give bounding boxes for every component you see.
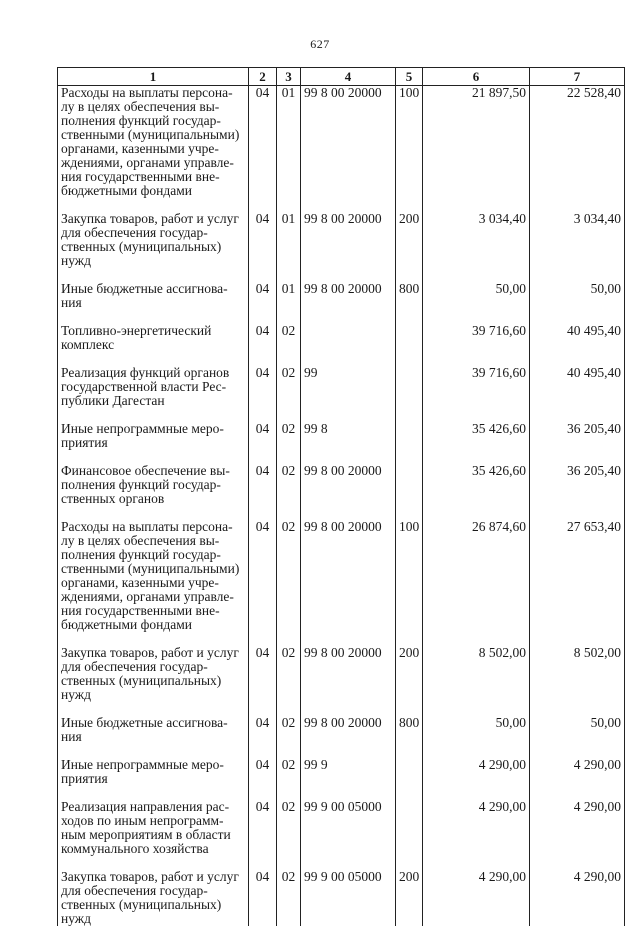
table-row: [58, 800, 625, 856]
cell-section: 04: [249, 212, 277, 268]
cell-amount-year-1: 3 034,40: [423, 212, 530, 268]
cell-subsection: 02: [277, 464, 301, 506]
cell-expense-type: [396, 422, 423, 450]
cell-expense-type: 200: [396, 212, 423, 268]
cell-section: 04: [249, 86, 277, 199]
cell-amount-year-2: 27 653,40: [530, 520, 625, 632]
cell-section: 04: [249, 758, 277, 786]
cell-target-article: 99: [301, 366, 396, 408]
cell-target-article: [301, 324, 396, 352]
cell-amount-year-2: 4 290,00: [530, 800, 625, 856]
cell-amount-year-2: 50,00: [530, 716, 625, 744]
cell-subsection: 02: [277, 366, 301, 408]
row-name: Иные бюджетные ассигнова- ния: [61, 282, 245, 310]
cell-amount-year-2: 22 528,40: [530, 86, 625, 199]
column-header-3: 3: [277, 68, 301, 86]
column-header-7: 7: [530, 68, 625, 86]
cell-expense-type: 200: [396, 870, 423, 926]
column-header-5: 5: [396, 68, 423, 86]
cell-target-article: 99 9: [301, 758, 396, 786]
cell-amount-year-1: 4 290,00: [423, 758, 530, 786]
cell-subsection: 01: [277, 282, 301, 310]
cell-subsection: 02: [277, 870, 301, 926]
cell-expense-type: [396, 324, 423, 352]
cell-expense-type: 800: [396, 282, 423, 310]
cell-target-article: 99 9 00 05000: [301, 870, 396, 926]
row-name: Иные бюджетные ассигнова- ния: [61, 716, 245, 744]
cell-amount-year-1: 21 897,50: [423, 86, 530, 199]
cell-amount-year-1: 50,00: [423, 716, 530, 744]
column-header-1: 1: [58, 68, 249, 86]
cell-expense-type: [396, 366, 423, 408]
cell-subsection: 02: [277, 646, 301, 702]
table-header: [58, 68, 625, 86]
cell-target-article: 99 8: [301, 422, 396, 450]
cell-amount-year-1: 35 426,60: [423, 464, 530, 506]
cell-amount-year-1: 39 716,60: [423, 366, 530, 408]
column-header-2: 2: [249, 68, 277, 86]
row-name: Финансовое обеспечение вы- полнения функций государ- ственных органов: [61, 464, 245, 506]
cell-section: 04: [249, 464, 277, 506]
row-name: Закупка товаров, работ и услуг для обеспечения государ- ственных (муниципальных) нужд: [61, 212, 245, 268]
cell-amount-year-1: 50,00: [423, 282, 530, 310]
column-header-6: 6: [423, 68, 530, 86]
table-row: [58, 646, 625, 702]
cell-amount-year-2: 40 495,40: [530, 324, 625, 352]
row-name: Реализация функций органов государственной власти Рес- публики Дагестан: [61, 366, 245, 408]
cell-target-article: 99 9 00 05000: [301, 800, 396, 856]
cell-section: 04: [249, 422, 277, 450]
cell-subsection: 01: [277, 212, 301, 268]
table-row: [58, 366, 625, 408]
cell-subsection: 02: [277, 758, 301, 786]
cell-subsection: 02: [277, 800, 301, 856]
cell-target-article: 99 8 00 20000: [301, 646, 396, 702]
table-row: [58, 86, 625, 199]
cell-subsection: 02: [277, 520, 301, 632]
row-name: Расходы на выплаты персона- лу в целях обеспечения вы- полнения функций государ- ственными (муниципальными) органами, казенными учре- ждениями, органами управле- ния государственными вне- бюджетными фондами: [61, 520, 245, 632]
table-body: [58, 86, 625, 926]
cell-expense-type: 100: [396, 520, 423, 632]
cell-section: 04: [249, 366, 277, 408]
row-name: Закупка товаров, работ и услуг для обеспечения государ- ственных (муниципальных) нужд: [61, 646, 245, 702]
cell-expense-type: [396, 758, 423, 786]
cell-target-article: 99 8 00 20000: [301, 716, 396, 744]
cell-amount-year-2: 4 290,00: [530, 870, 625, 926]
cell-subsection: 02: [277, 716, 301, 744]
cell-expense-type: 200: [396, 646, 423, 702]
table-row: [58, 716, 625, 744]
cell-target-article: 99 8 00 20000: [301, 212, 396, 268]
row-name: Закупка товаров, работ и услуг для обеспечения государ- ственных (муниципальных) нужд: [61, 870, 245, 926]
cell-expense-type: 100: [396, 86, 423, 199]
table-row: [58, 324, 625, 352]
cell-amount-year-2: 36 205,40: [530, 464, 625, 506]
cell-amount-year-1: 35 426,60: [423, 422, 530, 450]
cell-section: 04: [249, 520, 277, 632]
cell-subsection: 02: [277, 422, 301, 450]
cell-expense-type: [396, 464, 423, 506]
table-row: [58, 758, 625, 786]
table-row: [58, 870, 625, 926]
cell-section: 04: [249, 800, 277, 856]
table-row: [58, 520, 625, 632]
cell-subsection: 02: [277, 324, 301, 352]
cell-target-article: 99 8 00 20000: [301, 86, 396, 199]
cell-target-article: 99 8 00 20000: [301, 464, 396, 506]
cell-amount-year-2: 40 495,40: [530, 366, 625, 408]
cell-amount-year-1: 4 290,00: [423, 870, 530, 926]
cell-amount-year-2: 36 205,40: [530, 422, 625, 450]
row-name: Топливно-энергетический комплекс: [61, 324, 245, 352]
table-row: [58, 212, 625, 268]
cell-expense-type: 800: [396, 716, 423, 744]
row-name: Иные непрограммные меро- приятия: [61, 422, 245, 450]
cell-amount-year-2: 4 290,00: [530, 758, 625, 786]
cell-section: 04: [249, 870, 277, 926]
cell-amount-year-1: 8 502,00: [423, 646, 530, 702]
cell-subsection: 01: [277, 86, 301, 199]
table-row: [58, 422, 625, 450]
cell-section: 04: [249, 324, 277, 352]
cell-amount-year-1: 26 874,60: [423, 520, 530, 632]
cell-section: 04: [249, 646, 277, 702]
cell-amount-year-2: 3 034,40: [530, 212, 625, 268]
cell-target-article: 99 8 00 20000: [301, 520, 396, 632]
cell-section: 04: [249, 716, 277, 744]
column-header-4: 4: [301, 68, 396, 86]
row-name: Реализация направления рас- ходов по иным непрограмм- ным мероприятиям в области коммунального хозяйства: [61, 800, 245, 856]
table-row: [58, 282, 625, 310]
cell-expense-type: [396, 800, 423, 856]
cell-amount-year-2: 50,00: [530, 282, 625, 310]
page-number: 627: [0, 37, 640, 52]
row-name: Расходы на выплаты персона- лу в целях обеспечения вы- полнения функций государ- ственными (муниципальными) органами, казенными учре- ждениями, органами управле- ния государственными вне- бюджетными фондами: [61, 86, 245, 198]
cell-amount-year-1: 4 290,00: [423, 800, 530, 856]
budget-table: [57, 67, 625, 926]
cell-amount-year-1: 39 716,60: [423, 324, 530, 352]
row-name: Иные непрограммные меро- приятия: [61, 758, 245, 786]
table-row: [58, 464, 625, 506]
cell-amount-year-2: 8 502,00: [530, 646, 625, 702]
cell-section: 04: [249, 282, 277, 310]
cell-target-article: 99 8 00 20000: [301, 282, 396, 310]
